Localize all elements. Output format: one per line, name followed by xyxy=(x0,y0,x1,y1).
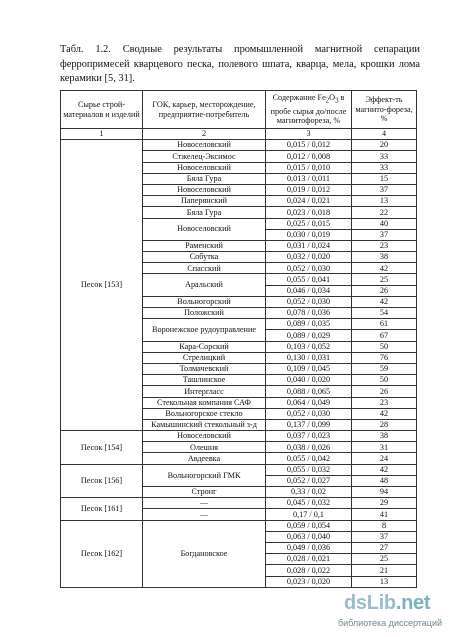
fe-content-cell: 0,031 / 0,024 xyxy=(266,240,352,251)
source-cell: Камышинский стекольный з-д xyxy=(143,419,266,430)
source-cell: Стекольная компания САФ xyxy=(143,397,266,408)
source-cell: Собутка xyxy=(143,252,266,263)
source-cell: Новоселовский xyxy=(143,218,266,240)
efficiency-cell: 31 xyxy=(352,442,417,453)
raw-material-cell: Песок [154] xyxy=(61,431,143,465)
header-fe-sub3: 3 xyxy=(335,97,339,105)
table-row xyxy=(61,140,417,151)
efficiency-cell: 50 xyxy=(352,341,417,352)
fe-content-cell: 0,055 / 0,042 xyxy=(266,453,352,464)
efficiency-cell: 50 xyxy=(352,375,417,386)
efficiency-cell: 23 xyxy=(352,240,417,251)
table-row xyxy=(61,498,417,509)
fe-content-cell: 0,024 / 0,021 xyxy=(266,196,352,207)
efficiency-cell: 22 xyxy=(352,207,417,218)
column-number: 1 xyxy=(61,129,143,140)
source-cell: Кара-Сорский xyxy=(143,341,266,352)
watermark-logo-main: dsLib xyxy=(344,592,396,614)
efficiency-cell: 40 xyxy=(352,218,417,229)
fe-content-cell: 0,038 / 0,026 xyxy=(266,442,352,453)
efficiency-cell: 21 xyxy=(352,565,417,576)
fe-content-cell: 0,063 / 0,040 xyxy=(266,531,352,542)
fe-content-cell: 0,025 / 0,015 xyxy=(266,218,352,229)
source-cell: Стрелицкий xyxy=(143,352,266,363)
fe-content-cell: 0,064 / 0,049 xyxy=(266,397,352,408)
table-caption: Табл. 1.2. Сводные результаты промышленной магнитной сепарации ферропримесей кварцевого песка, полевого шпата, кварца, мела, крошки лома керамики [5, 31]. xyxy=(60,44,420,85)
efficiency-cell: 54 xyxy=(352,308,417,319)
efficiency-cell: 42 xyxy=(352,408,417,419)
fe-content-cell: 0,059 / 0,054 xyxy=(266,520,352,531)
efficiency-cell: 27 xyxy=(352,542,417,553)
efficiency-cell: 61 xyxy=(352,319,417,330)
fe-content-cell: 0,013 / 0,011 xyxy=(266,173,352,184)
source-cell: — xyxy=(143,509,266,520)
fe-content-cell: 0,015 / 0,010 xyxy=(266,162,352,173)
source-cell: Раменский xyxy=(143,240,266,251)
source-cell: Паперянский xyxy=(143,196,266,207)
fe-content-cell: 0,023 / 0,020 xyxy=(266,576,352,587)
efficiency-cell: 25 xyxy=(352,274,417,285)
separation-results-table xyxy=(60,90,417,588)
efficiency-cell: 42 xyxy=(352,263,417,274)
fe-content-cell: 0,032 / 0,020 xyxy=(266,252,352,263)
raw-material-cell: Песок [153] xyxy=(61,140,143,431)
efficiency-cell: 67 xyxy=(352,330,417,341)
header-source: ГОК, карьер, месторождение, предприятие-потребитель xyxy=(143,91,266,129)
header-fe-o: O xyxy=(329,93,336,103)
efficiency-cell: 33 xyxy=(352,162,417,173)
column-numbers-row xyxy=(61,129,417,140)
fe-content-cell: 0,040 / 0,020 xyxy=(266,375,352,386)
fe-content-cell: 0,17 / 0,1 xyxy=(266,509,352,520)
source-cell: Бяла Гура xyxy=(143,173,266,184)
table-row xyxy=(61,431,417,442)
fe-content-cell: 0,015 / 0,012 xyxy=(266,140,352,151)
efficiency-cell: 20 xyxy=(352,140,417,151)
source-cell: Ташлинское xyxy=(143,375,266,386)
watermark-subtitle: библиотека диссертаций xyxy=(338,618,443,628)
fe-content-cell: 0,045 / 0,032 xyxy=(266,498,352,509)
source-cell: Аральский xyxy=(143,274,266,296)
column-number: 4 xyxy=(352,129,417,140)
efficiency-cell: 26 xyxy=(352,386,417,397)
efficiency-cell: 94 xyxy=(352,487,417,498)
watermark-logo xyxy=(344,592,430,615)
source-cell: Вольногорское стекло xyxy=(143,408,266,419)
source-cell: Новоселовский xyxy=(143,140,266,151)
efficiency-cell: 26 xyxy=(352,285,417,296)
fe-content-cell: 0,109 / 0,045 xyxy=(266,363,352,374)
efficiency-cell: 15 xyxy=(352,173,417,184)
fe-content-cell: 0,037 / 0,023 xyxy=(266,431,352,442)
efficiency-cell: 38 xyxy=(352,431,417,442)
source-cell: Стжелец-Эксимос xyxy=(143,151,266,162)
fe-content-cell: 0,052 / 0,027 xyxy=(266,475,352,486)
efficiency-cell: 42 xyxy=(352,464,417,475)
table-row xyxy=(61,464,417,475)
efficiency-cell: 41 xyxy=(352,509,417,520)
efficiency-cell: 28 xyxy=(352,419,417,430)
efficiency-cell: 8 xyxy=(352,520,417,531)
fe-content-cell: 0,055 / 0,032 xyxy=(266,464,352,475)
source-cell: Новоселовский xyxy=(143,431,266,442)
efficiency-cell: 24 xyxy=(352,453,417,464)
fe-content-cell: 0,046 / 0,034 xyxy=(266,285,352,296)
fe-content-cell: 0,049 / 0,036 xyxy=(266,542,352,553)
header-fe-a: Содержание Fe xyxy=(272,93,326,103)
fe-content-cell: 0,33 / 0,02 xyxy=(266,487,352,498)
header-fe-b: в пробе сырья до/после магнитофореза, % xyxy=(270,93,347,126)
watermark-logo-tld: .net xyxy=(395,592,431,614)
efficiency-cell: 33 xyxy=(352,151,417,162)
source-cell: Новоселовский xyxy=(143,184,266,195)
raw-material-cell: Песок [156] xyxy=(61,464,143,498)
header-fe-sub2: 2 xyxy=(325,97,330,105)
fe-content-cell: 0,088 / 0,065 xyxy=(266,386,352,397)
fe-content-cell: 0,028 / 0,022 xyxy=(266,565,352,576)
source-cell: Авдеевка xyxy=(143,453,266,464)
header-efficiency: Эффект-ть магнито-фореза, % xyxy=(352,91,417,129)
fe-content-cell: 0,012 / 0,008 xyxy=(266,151,352,162)
efficiency-cell: 13 xyxy=(352,576,417,587)
source-cell: Интергласс xyxy=(143,386,266,397)
fe-content-cell: 0,052 / 0,030 xyxy=(266,408,352,419)
fe-content-cell: 0,130 / 0,031 xyxy=(266,352,352,363)
efficiency-cell: 37 xyxy=(352,184,417,195)
fe-content-cell: 0,052 / 0,030 xyxy=(266,263,352,274)
efficiency-cell: 29 xyxy=(352,498,417,509)
efficiency-cell: 23 xyxy=(352,397,417,408)
efficiency-cell: 42 xyxy=(352,296,417,307)
raw-material-cell: Песок [161] xyxy=(61,498,143,520)
raw-material-cell: Песок [162] xyxy=(61,520,143,587)
source-cell: Воронежское рудоуправление xyxy=(143,319,266,341)
header-row xyxy=(61,91,417,129)
efficiency-cell: 13 xyxy=(352,196,417,207)
column-number: 2 xyxy=(143,129,266,140)
efficiency-cell: 37 xyxy=(352,229,417,240)
efficiency-cell: 76 xyxy=(352,352,417,363)
source-cell: Олешня xyxy=(143,442,266,453)
source-cell: Богдановское xyxy=(143,520,266,587)
source-cell: Вольногорский ГМК xyxy=(143,464,266,486)
fe-content-cell: 0,089 / 0,029 xyxy=(266,330,352,341)
source-cell: Новоселовский xyxy=(143,162,266,173)
source-cell: — xyxy=(143,498,266,509)
source-cell: Положский xyxy=(143,308,266,319)
efficiency-cell: 37 xyxy=(352,531,417,542)
fe-content-cell: 0,078 / 0,036 xyxy=(266,308,352,319)
source-cell: Бяла Гура xyxy=(143,207,266,218)
dslib-watermark xyxy=(338,592,444,632)
source-cell: Вольногорский xyxy=(143,296,266,307)
fe-content-cell: 0,103 / 0,052 xyxy=(266,341,352,352)
fe-content-cell: 0,030 / 0,019 xyxy=(266,229,352,240)
fe-content-cell: 0,137 / 0,099 xyxy=(266,419,352,430)
efficiency-cell: 59 xyxy=(352,363,417,374)
column-number: 3 xyxy=(266,129,352,140)
fe-content-cell: 0,019 / 0,012 xyxy=(266,184,352,195)
header-fe-content xyxy=(266,91,352,129)
fe-content-cell: 0,023 / 0,018 xyxy=(266,207,352,218)
fe-content-cell: 0,052 / 0,030 xyxy=(266,296,352,307)
efficiency-cell: 48 xyxy=(352,475,417,486)
fe-content-cell: 0,055 / 0,041 xyxy=(266,274,352,285)
fe-content-cell: 0,028 / 0,021 xyxy=(266,554,352,565)
efficiency-cell: 38 xyxy=(352,252,417,263)
source-cell: Спасский xyxy=(143,263,266,274)
fe-content-cell: 0,089 / 0,035 xyxy=(266,319,352,330)
source-cell: Стронг xyxy=(143,487,266,498)
source-cell: Толмачевский xyxy=(143,363,266,374)
header-raw-material: Сырье строй-материалов и изделий xyxy=(61,91,143,129)
table-row xyxy=(61,520,417,531)
efficiency-cell: 25 xyxy=(352,554,417,565)
